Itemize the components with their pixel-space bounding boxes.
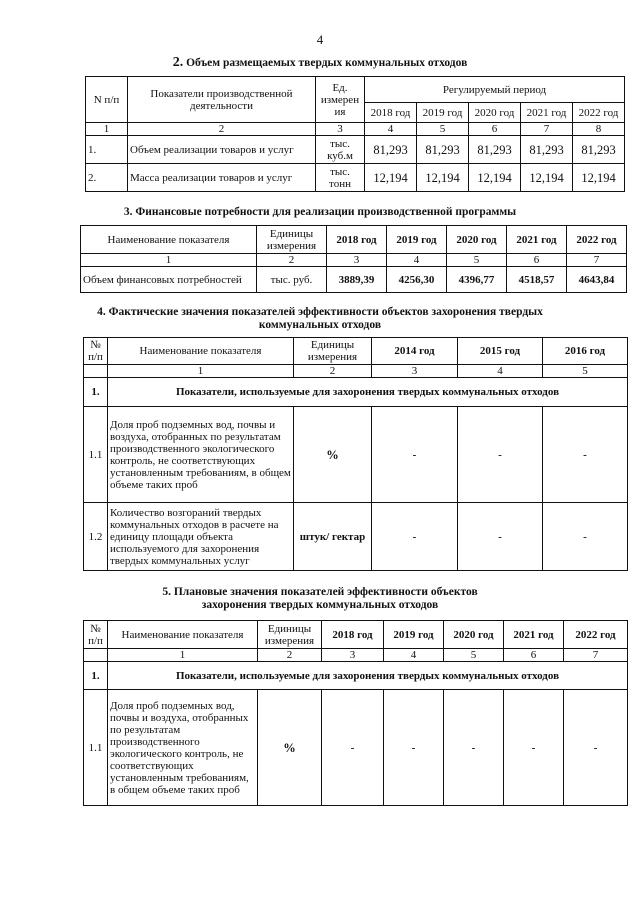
year-header: 2018 год [322,621,384,649]
index-cell: 7 [567,254,627,267]
year-header: 2020 год [469,103,521,123]
index-cell: 2 [257,254,327,267]
table-row [84,407,628,503]
index-cell: 1 [108,365,294,378]
year-header: 2016 год [543,338,628,365]
year-header: 2018 год [365,103,417,123]
year-header: 2019 год [417,103,469,123]
index-cell: 5 [444,649,504,662]
row-num: 1. [86,136,128,164]
row-value: 81,293 [573,136,625,164]
section2-title [0,56,640,70]
section4-title-line2: коммунальных отходов [258,319,382,331]
row-name: Объем реализации товаров и услуг [128,136,316,164]
year-header: 2015 год [458,338,543,365]
index-cell: 3 [316,123,365,136]
section5-title-line1: 5. Плановые значения показателей эффективности объектов [162,586,478,598]
group-num: 1. [84,378,108,407]
row-value: 4518,57 [507,267,567,293]
section4-title-line1: 4. Фактические значения показателей эффективности объектов захоронения твердых [97,306,543,318]
header-num: N п/п [86,77,128,123]
row-value: - [564,690,628,806]
year-header: 2020 год [447,226,507,254]
index-cell: 4 [458,365,543,378]
year-header: 2019 год [384,621,444,649]
table-row [86,136,625,164]
header-unit: Единицы измерения [258,621,322,649]
year-header: 2020 год [444,621,504,649]
year-header: 2021 год [504,621,564,649]
row-value: 81,293 [469,136,521,164]
index-cell: 5 [447,254,507,267]
index-cell: 6 [469,123,521,136]
row-value: 4643,84 [567,267,627,293]
section5-title-line2: захоронения твердых коммунальных отходов [201,599,439,611]
section4-table [83,337,628,571]
row-value: - [504,690,564,806]
index-cell: 2 [294,365,372,378]
index-cell: 4 [365,123,417,136]
row-unit: тыс. тонн [316,164,365,192]
row-value: 12,194 [469,164,521,192]
index-cell: 6 [504,649,564,662]
row-name: Количество возгораний твердых коммунальных отходов в расчете на единицу площади объекта используемого для захоронения твердых коммунальных услуг [108,503,294,571]
header-unit: Ед. измерен ия [316,77,365,123]
row-name: Доля проб подземных вод, почвы и воздуха, отобранных по результатам производственного экологического контроль, не соответствующих установленным требованиям, в общем объеме таких проб [108,690,258,806]
group-row [84,662,628,690]
row-value: 81,293 [417,136,469,164]
row-value: 4396,77 [447,267,507,293]
index-cell: 4 [387,254,447,267]
index-cell: 2 [258,649,322,662]
index-cell: 7 [564,649,628,662]
table-row [84,690,628,806]
row-name: Масса реализации товаров и услуг [128,164,316,192]
group-label: Показатели, используемые для захоронения твердых коммунальных отходов [108,378,628,407]
row-unit: тыс. куб.м [316,136,365,164]
year-header: 2019 год [387,226,447,254]
year-header: 2014 год [372,338,458,365]
group-label: Показатели, используемые для захоронения твердых коммунальных отходов [108,662,628,690]
row-value: - [543,407,628,503]
row-value: 81,293 [365,136,417,164]
index-cell: 1 [86,123,128,136]
table-row [84,503,628,571]
row-num: 1.1 [84,407,108,503]
row-value: - [458,407,543,503]
index-cell: 3 [327,254,387,267]
row-value: - [444,690,504,806]
row-value: - [384,690,444,806]
index-cell: 3 [372,365,458,378]
index-cell: 8 [573,123,625,136]
index-cell: 5 [417,123,469,136]
header-name: Наименование показателя [81,226,257,254]
header-unit: Единицы измерения [294,338,372,365]
row-name: Объем финансовых потребностей [81,267,257,293]
row-name: Доля проб подземных вод, почвы и воздуха, отобранных по результатам производственного экологического контроль, не соответствующих установленным требованиям, в общем объеме таких проб [108,407,294,503]
row-value: - [543,503,628,571]
row-num: 2. [86,164,128,192]
header-num: № п/п [84,338,108,365]
table-row [86,164,625,192]
section4-title [0,306,640,332]
row-value: 12,194 [521,164,573,192]
group-num: 1. [84,662,108,690]
index-cell: 1 [81,254,257,267]
section5-title [0,586,640,612]
index-cell: 3 [322,649,384,662]
header-num: № п/п [84,621,108,649]
row-value: 3889,39 [327,267,387,293]
section5-table [83,620,628,806]
year-header: 2022 год [564,621,628,649]
section2-number: 2. [172,55,184,70]
section3-title: 3. Финансовые потребности для реализации производственной программы [123,206,517,218]
section2-title-text: Объем размещаемых твердых коммунальных отходов [186,57,468,69]
row-num: 1.2 [84,503,108,571]
section2-table [85,76,625,192]
row-value: 4256,30 [387,267,447,293]
row-value: - [322,690,384,806]
header-name: Наименование показателя [108,338,294,365]
header-period: Регулируемый период [365,77,625,103]
row-value: - [458,503,543,571]
row-value: 12,194 [573,164,625,192]
row-value: 12,194 [365,164,417,192]
index-cell: 7 [521,123,573,136]
index-cell: 5 [543,365,628,378]
row-value: 12,194 [417,164,469,192]
header-name: Наименование показателя [108,621,258,649]
year-header: 2018 год [327,226,387,254]
row-num: 1.1 [84,690,108,806]
section3-table [80,225,627,293]
index-cell: 4 [384,649,444,662]
row-value: - [372,407,458,503]
row-unit: штук/ гектар [294,503,372,571]
year-header: 2022 год [567,226,627,254]
header-unit: Единицы измерения [257,226,327,254]
row-value: - [372,503,458,571]
table-row [81,267,627,293]
year-header: 2022 год [573,103,625,123]
year-header: 2021 год [507,226,567,254]
index-cell: 6 [507,254,567,267]
header-indicator: Показатели производственной деятельности [128,77,316,123]
index-cell: 2 [128,123,316,136]
row-value: 81,293 [521,136,573,164]
index-cell: 1 [108,649,258,662]
group-row [84,378,628,407]
year-header: 2021 год [521,103,573,123]
row-unit: тыс. руб. [257,267,327,293]
row-unit: % [258,690,322,806]
row-unit: % [294,407,372,503]
page-number: 4 [316,32,324,47]
